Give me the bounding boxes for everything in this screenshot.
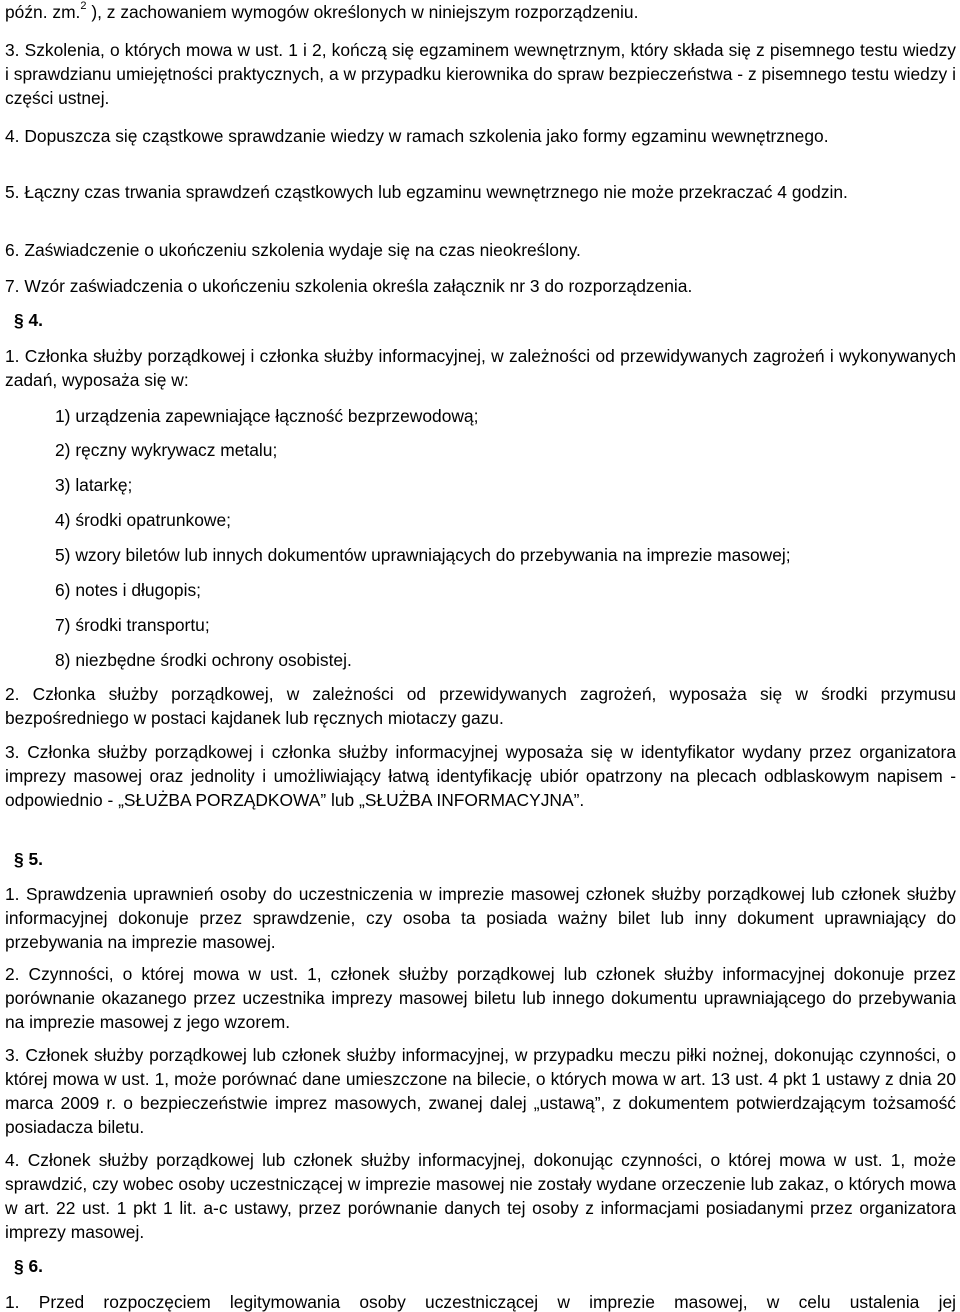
equipment-item-number: 6) <box>55 580 71 600</box>
section-6-ust-1: 1. Przed rozpoczęciem legitymowania osoby uczestniczącej w imprezie masowej, w celu ustalenia jej <box>5 1292 956 1312</box>
equipment-item-6 <box>55 578 201 602</box>
paragraph-3-item-5: 5. Łączny czas trwania sprawdzeń cząstkowych lub egzaminu wewnętrznego nie może przekraczać 4 godzin. <box>5 182 848 202</box>
equipment-item-1 <box>55 404 478 428</box>
equipment-item-text: środki opatrunkowe; <box>75 510 231 530</box>
section-4-ust-2: 2. Członka służby porządkowej, w zależności od przewidywanych zagrożeń, wyposaża się w środki przymusu bezpośredniego w postaci kajdanek lub ręcznych miotaczy gazu. <box>5 684 956 728</box>
top-line-suffix: ), z zachowaniem wymogów określonych w niniejszym rozporządzeniu. <box>86 2 639 22</box>
section-4-ust-1: 1. Członka służby porządkowej i członka służby informacyjnej, w zależności od przewidywanych zagrożeń i wykonywanych zadań, wyposaża się w: <box>5 346 956 390</box>
section-5-ust-3: 3. Członek służby porządkowej lub członek służby informacyjnej, w przypadku meczu piłki nożnej, dokonując czynności, o której mowa w ust. 1, może porównać dane umieszczone na bilecie, o których mowa w art. 13 ust. 4 pkt 1 ustawy z dnia 20 marca 2009 r. o bezpieczeństwie imprez masowych, zwanej dalej „ustawą”, z dokumentem potwierdzającym tożsamość posiadacza biletu. <box>5 1045 956 1137</box>
equipment-item-text: wzory biletów lub innych dokumentów uprawniających do przebywania na imprezie masowej; <box>75 545 791 565</box>
equipment-item-3 <box>55 473 132 497</box>
equipment-item-text: notes i długopis; <box>75 580 201 600</box>
section-4-ust-3: 3. Członka służby porządkowej i członka służby informacyjnej wyposaża się w identyfikator wydany przez organizatora imprezy masowej oraz jednolity i umożliwiający łatwą identyfikację ubiór opatrzony na plecach odblaskowym napisem - odpowiednio - „SŁUŻBA PORZĄDKOWA” lub „SŁUŻBA INFORMACYJNA”. <box>5 742 956 810</box>
equipment-item-8 <box>55 648 352 672</box>
equipment-item-number: 8) <box>55 650 71 670</box>
equipment-item-number: 5) <box>55 545 71 565</box>
equipment-item-number: 7) <box>55 615 71 635</box>
equipment-item-number: 1) <box>55 406 71 426</box>
section-5-heading: § 5. <box>14 849 44 869</box>
top-line <box>5 0 956 24</box>
footnote-marker: 2 <box>80 0 87 13</box>
equipment-item-text: środki transportu; <box>75 615 210 635</box>
section-5-ust-4: 4. Członek służby porządkowej lub członek służby informacyjnej, dokonując czynności, o której mowa w ust. 1, może sprawdzić, czy wobec osoby uczestniczącej w imprezie masowej nie zostały wydane orzeczenie lub zakaz, o których mowa w art. 22 ust. 1 pkt 1 lit. a-c ustawy, przez porównanie danych tej osoby z informacjami posiadanymi przez organizatora imprezy masowej. <box>5 1150 956 1242</box>
equipment-item-number: 3) <box>55 475 71 495</box>
section-5-ust-1: 1. Sprawdzenia uprawnień osoby do uczestniczenia w imprezie masowej członek służby porządkowej lub członek służby informacyjnej dokonuje przez sprawdzenie, czy osoba ta posiada ważny bilet lub inny dokument uprawniający do przebywania na imprezie masowej. <box>5 884 956 952</box>
paragraph-3-item-4: 4. Dopuszcza się cząstkowe sprawdzanie wiedzy w ramach szkolenia jako formy egzaminu wewnętrznego. <box>5 126 829 146</box>
section-5-ust-2: 2. Czynności, o której mowa w ust. 1, członek służby porządkowej lub członek służby informacyjnej dokonuje przez porównanie okazanego przez uczestnika imprezy masowej biletu lub innego dokumentu uprawniającego do przebywania na imprezie masowej z jego wzorem. <box>5 964 956 1032</box>
paragraph-3-item-3: 3. Szkolenia, o których mowa w ust. 1 i 2, kończą się egzaminem wewnętrznym, który składa się z pisemnego testu wiedzy i sprawdzianu umiejętności praktycznych, a w przypadku kierownika do spraw bezpieczeństwa - z pisemnego testu wiedzy i części ustnej. <box>5 40 956 108</box>
section-4-heading: § 4. <box>14 310 44 330</box>
section-6-heading: § 6. <box>14 1256 44 1276</box>
equipment-item-text: niezbędne środki ochrony osobistej. <box>75 650 352 670</box>
equipment-item-text: urządzenia zapewniające łączność bezprzewodową; <box>75 406 479 426</box>
equipment-item-5 <box>55 543 791 567</box>
paragraph-3-item-6: 6. Zaświadczenie o ukończeniu szkolenia wydaje się na czas nieokreślony. <box>5 240 581 260</box>
equipment-item-number: 2) <box>55 440 71 460</box>
top-line-prefix: późn. zm. <box>5 2 81 22</box>
equipment-item-2 <box>55 438 277 462</box>
equipment-item-7 <box>55 613 210 637</box>
equipment-item-number: 4) <box>55 510 71 530</box>
equipment-item-text: ręczny wykrywacz metalu; <box>75 440 278 460</box>
equipment-item-text: latarkę; <box>75 475 133 495</box>
paragraph-3-item-7: 7. Wzór zaświadczenia o ukończeniu szkolenia określa załącznik nr 3 do rozporządzenia. <box>5 276 693 296</box>
equipment-item-4 <box>55 508 231 532</box>
